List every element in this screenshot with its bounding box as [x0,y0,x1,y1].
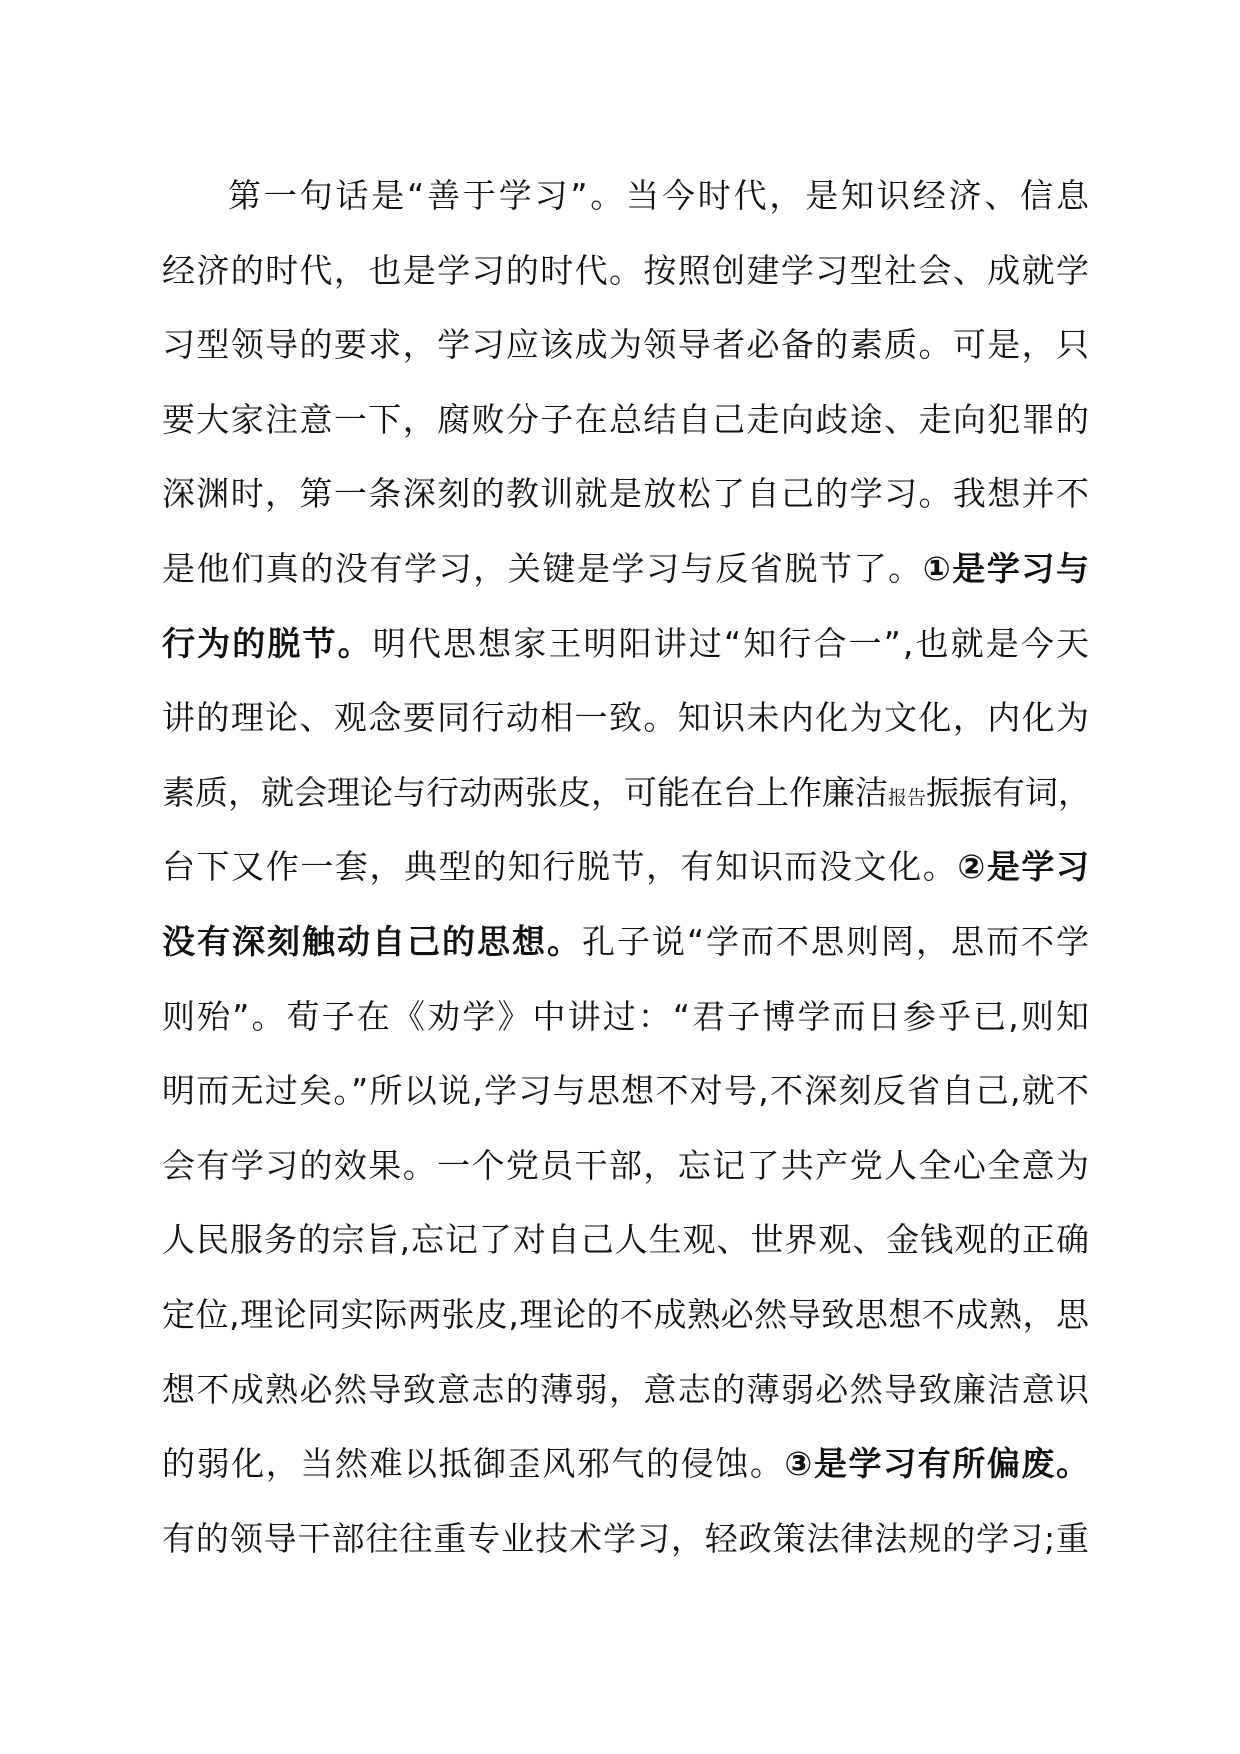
line-content [162,980,1091,1055]
text-line [162,830,1089,905]
text-segment: 明代思想家王明阳讲过“知行合一”,也就是今天 [372,623,1092,663]
text-segment: 是他们真的没有学习，关键是学习与反省脱节了。 [162,548,923,588]
line-content [162,308,1090,383]
emphasis-text: 行为的脱节。 [162,623,373,663]
text-line [162,1203,1089,1278]
emphasis-text: ②是学习 [957,847,1091,887]
text-segment: 讲的理论、观念要同行动相一致。知识未内化为文化，内化为 [162,698,1091,738]
line-content [162,234,1090,309]
text-segment: 会有学习的效果。一个党员干部，忘记了共产党人全心全意为 [162,1145,1091,1185]
body-paragraph [162,159,1092,1576]
text-line [162,457,1089,532]
emphasis-text: 没有深刻触动自己的思想。 [162,921,582,961]
text-segment: 习型领导的要求，学习应该成为领导者必备的素质。可是，只 [162,325,1091,365]
text-segment: 有的领导干部往往重专业技术学习，轻政策法律法规的学习;重 [162,1518,1090,1558]
line-content [162,681,1090,756]
emphasis-text: ①是学习与 [922,548,1091,588]
text-line [162,1427,1089,1502]
line-content [162,1502,1090,1577]
text-segment: 想不成熟必然导致意志的薄弱，意志的薄弱必然导致廉洁意识 [162,1369,1091,1409]
text-segment: 明而无过矣。”所以说,学习与思想不对号,不深刻反省自己,就不 [162,1071,1091,1111]
text-line [162,607,1092,682]
text-line [162,532,1089,607]
text-segment: 人民服务的宗旨,忘记了对自己人生观、世界观、金钱观的正确 [162,1220,1090,1260]
text-segment: 定位,理论同实际两张皮,理论的不成熟必然导致思想不成熟，思 [162,1294,1090,1334]
text-line [162,1502,1089,1577]
inline-small-text: 报告 [888,786,927,809]
line-content [162,383,1090,458]
line-content [162,1129,1090,1204]
line-content [162,1353,1090,1428]
text-line [162,905,1089,980]
text-line [162,1129,1089,1204]
line-content [162,457,1090,532]
line-content [162,1278,1090,1353]
text-line [162,1054,1089,1129]
line-content [162,1427,1091,1502]
text-segment: 则殆”。荀子在《劝学》中讲过：“君子博学而日参乎已,则知 [162,996,1092,1036]
text-line [162,1278,1089,1353]
text-line [162,1353,1089,1428]
emphasis-text: ③是学习有所偏废。 [784,1444,1091,1484]
text-line [162,159,1092,234]
line-content [162,607,1091,682]
text-segment: 孔子说“学而不思则罔，思而不学 [581,921,1091,961]
text-line [162,681,1089,756]
text-segment: 台下又作一套，典型的知行脱节，有知识而没文化。 [162,847,958,887]
text-segment: 素质，就会理论与行动两张皮，可能在台上作廉洁 [162,772,888,812]
line-content [162,1054,1090,1129]
line-content [162,905,1091,980]
text-line [162,234,1089,309]
line-content [228,159,1092,234]
text-segment: 经济的时代，也是学习的时代。按照创建学习型社会、成就学 [162,250,1091,290]
text-segment: 深渊时，第一条深刻的教训就是放松了自己的学习。我想并不 [162,474,1091,514]
line-content [162,830,1091,905]
text-segment: 振振有词， [926,772,1092,812]
text-segment: 第一句话是“善于学习”。当今时代，是知识经济、信息 [228,176,1092,215]
line-content [162,1203,1090,1278]
text-line [162,308,1089,383]
text-segment: 的弱化，当然难以抵御歪风邪气的侵蚀。 [162,1444,785,1484]
text-line [162,383,1089,458]
text-line [162,756,1092,831]
text-segment: 要大家注意一下，腐败分子在总结自己走向歧途、走向犯罪的 [162,399,1091,439]
line-content [162,532,1091,607]
line-content [162,756,1091,836]
text-line [162,980,1092,1055]
